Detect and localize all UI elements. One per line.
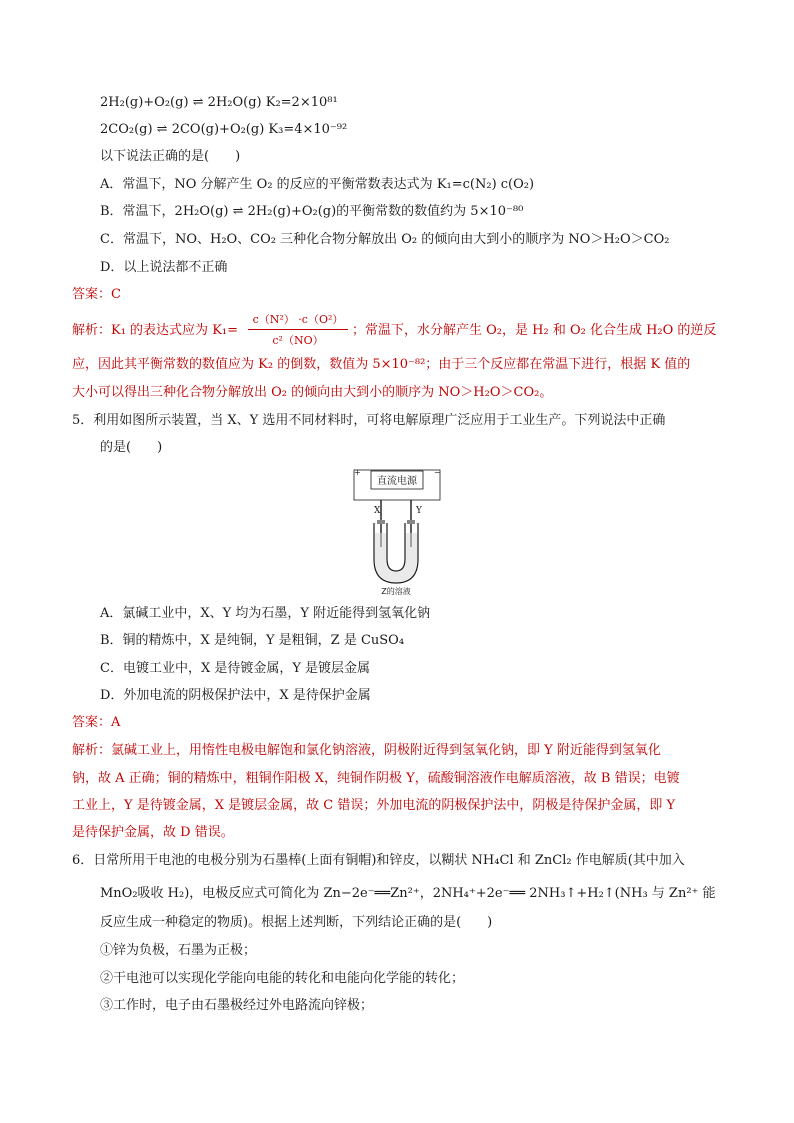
q5-option-d: D．外加电流的阴极保护法中，X 是待保护金属 <box>100 688 371 703</box>
q4-answer: 答案：C <box>72 287 121 302</box>
electrode-x-label: X <box>374 506 381 516</box>
q4-analysis-line-3: 大小可以得出三种化合物分解放出 O₂ 的倾向由大到小的顺序为 NO＞H₂O＞CO₂。 <box>72 385 553 400</box>
q6-stem-line-1: 6．日常所用干电池的电极分别为石墨棒(上面有铜帽)和锌皮，以糊状 NH₄Cl 和 ZnCl₂ 作电解质(其中加入 <box>72 853 685 868</box>
q4-option-c: C．常温下，NO、H₂O、CO₂ 三种化合物分解放出 O₂ 的倾向由大到小的顺序为 NO＞H₂O＞CO₂ <box>100 232 670 247</box>
fraction-numerator: c（N²） ·c（O²） <box>252 313 344 326</box>
q5-analysis-line-3: 工业上，Y 是待镀金属，X 是镀层金属，故 C 错误；外加电流的阴极保护法中，阴极是待保护金属，即 Y <box>72 798 676 813</box>
q4-analysis-tail: ；常温下，水分解产生 O₂，是 H₂ 和 O₂ 化合生成 H₂O 的逆反 <box>352 323 717 338</box>
minus-sign: − <box>434 468 441 477</box>
q4-stem: 以下说法正确的是( ) <box>100 149 241 164</box>
electrolysis-apparatus-figure <box>352 467 442 597</box>
q6-stem-line-2: MnO₂吸收 H₂)，电极反应式可简化为 Zn−2e⁻══Zn²⁺，2NH₄⁺+2e⁻══ 2NH₃↑+H₂↑(NH₃ 与 Zn²⁺ 能 <box>100 886 716 901</box>
q5-option-a: A．氯碱工业中，X、Y 均为石墨，Y 附近能得到氢氧化钠 <box>100 606 431 621</box>
solution-fill <box>375 533 417 582</box>
equation-line-2: 2CO₂(g) ⇌ 2CO(g)+O₂(g) K₃=4×10⁻⁹² <box>100 122 348 137</box>
q4-analysis-line-2: 应，因此其平衡常数的数值应为 K₂ 的倒数，数值为 5×10⁻⁸²；由于三个反应都在常温下进行，根据 K 值的 <box>72 357 691 372</box>
fraction-bar <box>248 329 348 330</box>
q4-analysis-head: 解析：K₁ 的表达式应为 K₁= <box>72 323 239 338</box>
q5-stem-1: 5．利用如图所示装置，当 X、Y 选用不同材料时，可将电解原理广泛应用于工业生产。下列说法中正确 <box>72 413 666 428</box>
stopper-left <box>377 520 385 524</box>
u-tube-inner <box>387 523 405 571</box>
power-source-label: 直流电源 <box>377 476 417 487</box>
figure-caption: Z的溶液 <box>381 587 411 596</box>
q6-stem-line-3: 反应生成一种稳定的物质)。根据上述判断，下列结论正确的是( ) <box>100 915 493 930</box>
q5-option-b: B．铜的精炼中，X 是纯铜，Y 是粗铜，Z 是 CuSO₄ <box>100 633 405 648</box>
q4-option-d: D．以上说法都不正确 <box>100 260 228 275</box>
equation-line-1: 2H₂(g)+O₂(g) ⇌ 2H₂O(g) K₂=2×10⁸¹ <box>100 95 338 110</box>
fraction-denominator: c²（NO） <box>272 334 324 347</box>
q4-option-b: B．常温下，2H₂O(g) ⇌ 2H₂(g)+O₂(g)的平衡常数的数值约为 5×10⁻⁸⁰ <box>100 204 524 219</box>
q4-option-a: A．常温下，NO 分解产生 O₂ 的反应的平衡常数表达式为 K₁=c(N₂) c(O₂) <box>100 177 535 192</box>
stopper-right <box>407 520 415 524</box>
q6-statement-1: ①锌为负极，石墨为正极； <box>100 943 257 958</box>
k1-fraction <box>246 311 350 349</box>
plus-sign: + <box>354 468 361 477</box>
q5-stem-2: 的是( ) <box>100 440 163 455</box>
q6-statement-2: ②干电池可以实现化学能向电能的转化和电能向化学能的转化； <box>100 971 465 986</box>
q5-answer: 答案：A <box>72 715 121 730</box>
q5-analysis-line-2: 钠，故 A 正确；铜的精炼中，粗铜作阳极 X，纯铜作阴极 Y，硫酸铜溶液作电解质溶液，故 B 错误；电镀 <box>72 771 680 786</box>
q6-statement-3: ③工作时，电子由石墨极经过外电路流向锌极； <box>100 998 374 1013</box>
q5-analysis-line-1: 解析：氯碱工业上，用惰性电极电解饱和氯化钠溶液，阴极附近得到氢氧化钠，即 Y 附近能得到氢氧化 <box>72 743 661 758</box>
electrode-y-label: Y <box>416 506 422 516</box>
q5-analysis-line-4: 是待保护金属，故 D 错误。 <box>72 825 234 840</box>
q5-option-c: C．电镀工业中，X 是待镀金属，Y 是镀层金属 <box>100 661 371 676</box>
